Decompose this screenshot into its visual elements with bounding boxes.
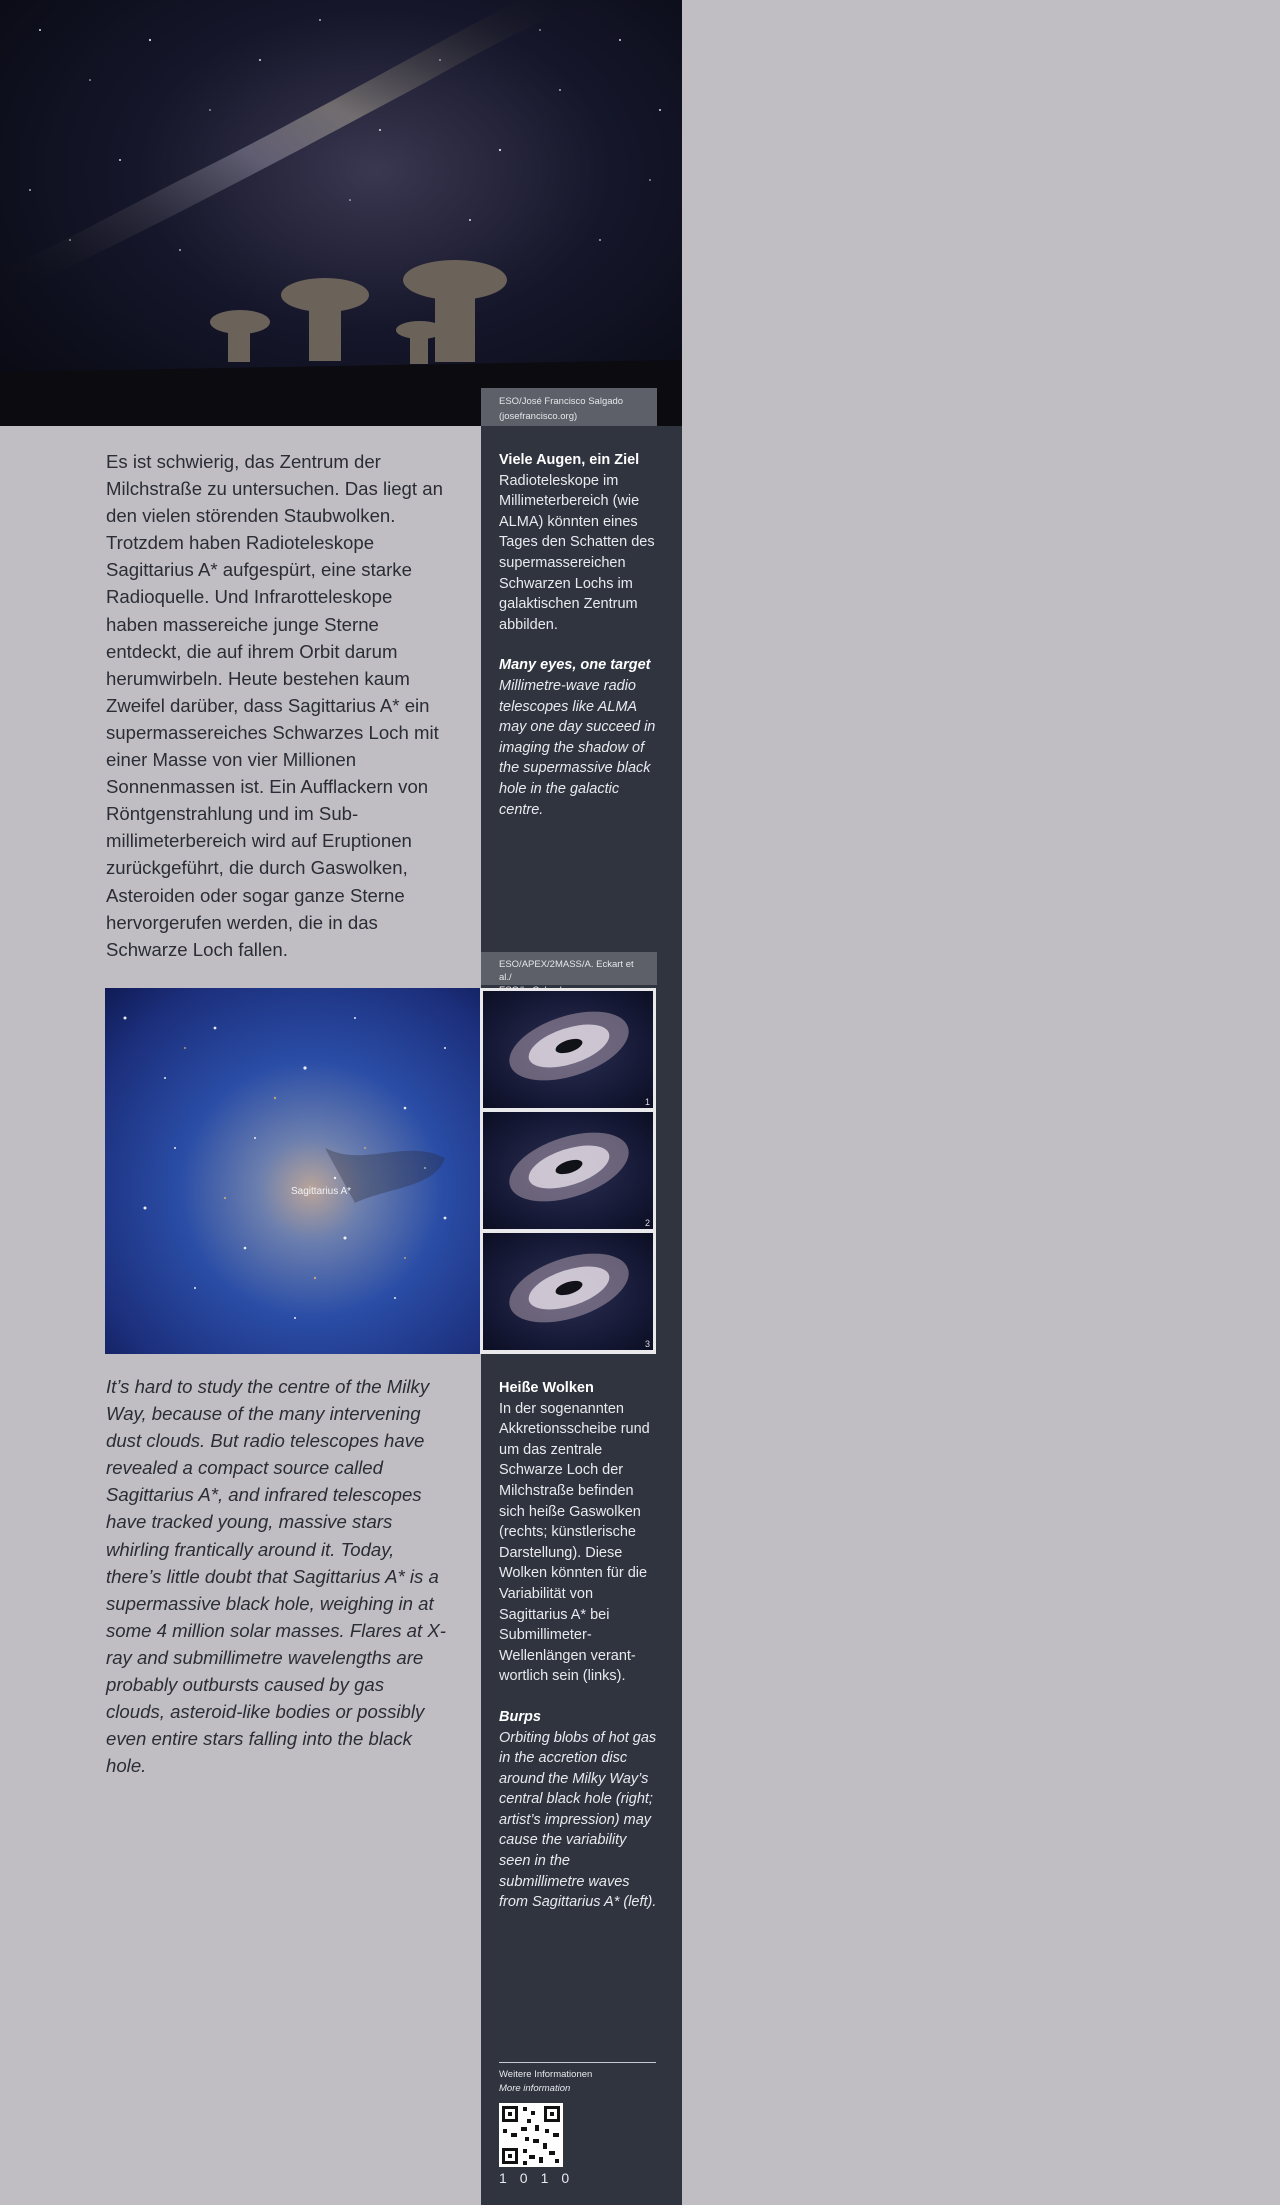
photo-credit-line2: (josefrancisco.org) — [499, 411, 578, 422]
main-text-en: It’s hard to study the centre of the Milky Way, because of the many intervening dust clouds. But radio telescopes have revealed a compact source called Sagittarius A*, and infrared telescopes have tracked young, massive stars whirling frantically around it. Today, there’s little doubt that Sagittarius A* is a supermassive black hole, weighing in at some 4 million solar masses. Flares at X-ray and submillimetre wavelengths are probably outbursts caused by gas clouds, asteroid-like bodies or possibly even entire stars falling into the black hole. — [106, 1376, 446, 1777]
qr-code[interactable] — [499, 2103, 563, 2167]
mosaic-credit — [481, 952, 657, 985]
caption-body-en: Millimetre-wave radio telescopes like ALMA may one day succeed in imaging the shadow of the supermassive black hole in the galactic centre. — [499, 677, 656, 818]
panel-number-2: 2 — [644, 1218, 650, 1228]
photo-credit — [481, 388, 657, 426]
caption2-body-en: Orbiting blobs of hot gas in the accretion disc around the Milky Way’s central black hole (right; artist’s impression) may cause the variability seen in the submillimetre waves from Sagittarius A* (left). — [499, 1729, 657, 1911]
more-info-de: Weitere Informationen — [499, 2069, 593, 2080]
alma-telescopes-photo — [0, 0, 682, 426]
caption-heading-de: Viele Augen, ein Ziel — [499, 452, 640, 468]
accretion-disc-panel-2 — [483, 1112, 653, 1229]
galactic-centre-mosaic — [105, 988, 656, 1354]
sagittarius-label: Sagittarius A* — [291, 1186, 352, 1197]
panel-number-1: 1 — [644, 1097, 650, 1107]
main-text-de: Es ist schwierig, das Zentrum der Milchstraße zu untersuchen. Das liegt an den vielen störenden Staubwolken. Trotzdem haben Radioteleskope Sagittarius A* aufgespürt, eine starke Radioquelle. Und Infrarotteleskope haben massereiche junge Sterne entdeckt, die auf ihrem Orbit darum herumwirbeln. Heute bestehen kaum Zweifel darüber, dass Sagittarius A* ein supermassereiches Schwarzes Loch mit einer Masse von vier Millionen Sonnenmassen ist. Ein Aufflackern von Röntgenstrahlung und im Sub-millimeterbereich wird auf Eruptionen zurückgeführt, die durch Gaswolken, Asteroiden oder sogar ganze Sterne hervorgerufen werden, die in das Schwarze Loch fallen. — [106, 451, 443, 960]
accretion-disc-panel-1 — [483, 991, 653, 1108]
sidebar-caption-alma — [499, 450, 659, 820]
caption-body-de: Radioteleskope im Millimeterbereich (wie ALMA) könnten eines Tages den Schatten des supermassereichen Schwarzen Lochs im galaktischen Zentrum abbilden. — [499, 472, 655, 633]
caption2-body-de: In der sogenannten Akkretionsscheibe rund um das zentrale Schwarze Loch der Milchstraße befinden sich heiße Gaswolken (rechts; künstlerische Darstellung). Diese Wolken könnten für die Variabilität von Sagittarius A* bei Submillimeter-Wellenlängen verant-wortlich sein (links). — [499, 1400, 650, 1685]
more-info — [499, 2068, 592, 2096]
more-info-en: More information — [499, 2083, 571, 2094]
milky-way-centre-image — [105, 988, 480, 1354]
sidebar-caption-burps — [499, 1378, 659, 1913]
caption-heading-en: Many eyes, one target — [499, 657, 651, 674]
exhibit-code: 1010 — [499, 2170, 583, 2186]
caption2-heading-en: Burps — [499, 1708, 541, 1725]
photo-credit-line1: ESO/José Francisco Salgado — [499, 396, 624, 407]
footer-divider — [499, 2062, 656, 2063]
accretion-disc-panel-3 — [483, 1233, 653, 1350]
mosaic-credit-line1: ESO/APEX/2MASS/A. Eckart et al./ — [499, 959, 634, 983]
caption2-heading-de: Heiße Wolken — [499, 1380, 594, 1396]
panel-number-3: 3 — [644, 1339, 650, 1349]
